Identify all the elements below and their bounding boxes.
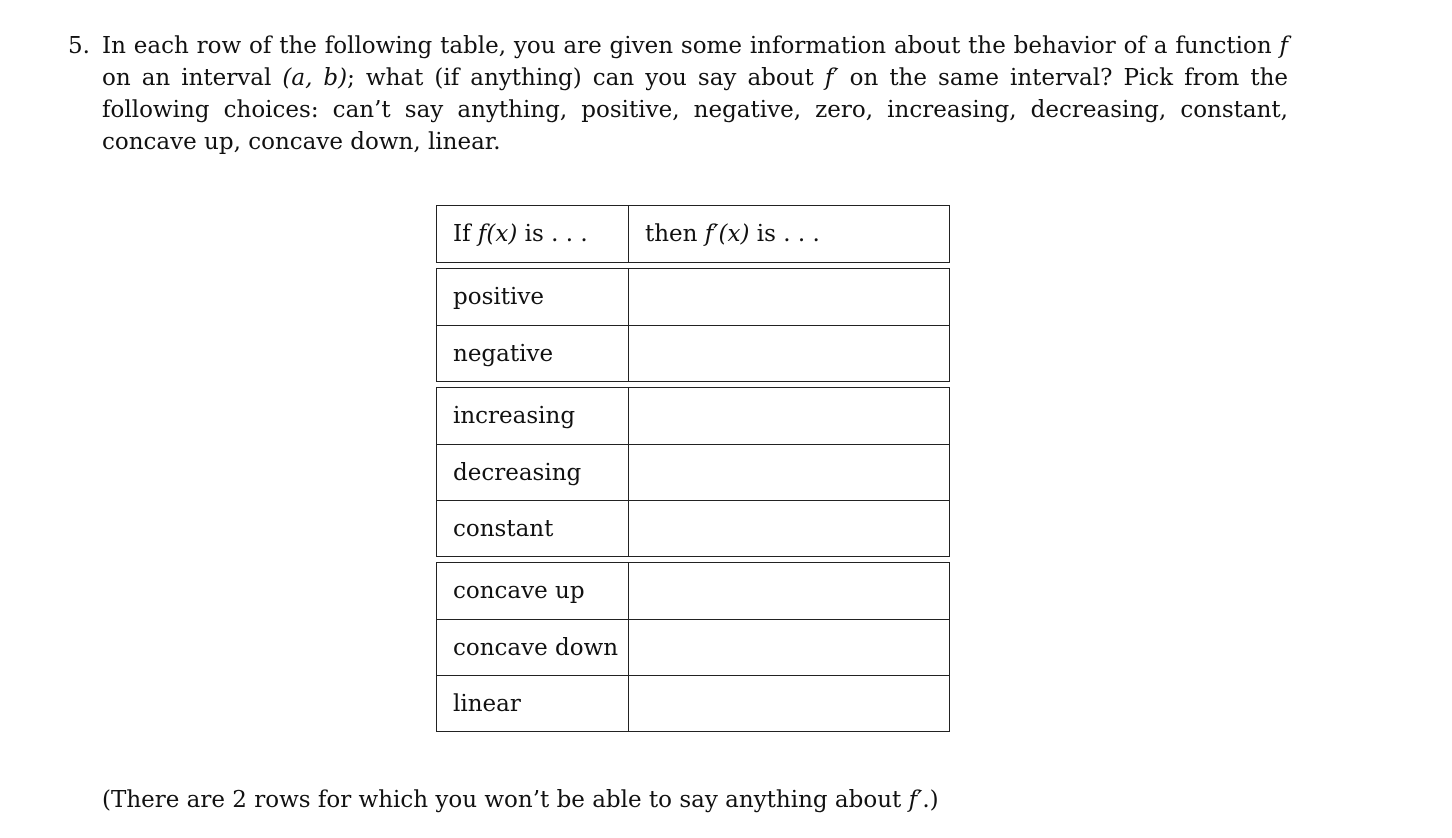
table-row bbox=[437, 325, 949, 381]
row-condition: positive bbox=[437, 269, 629, 325]
row-condition: concave down bbox=[437, 620, 629, 675]
header-right-cell bbox=[629, 206, 949, 262]
table-header-group bbox=[436, 205, 950, 263]
footnote-text-part-1: (There are 2 rows for which you won’t be able to say anything about bbox=[102, 787, 909, 813]
row-condition: constant bbox=[437, 501, 629, 556]
problem-number: 5. bbox=[68, 33, 90, 59]
header-left-cell bbox=[437, 206, 629, 262]
row-condition: negative bbox=[437, 326, 629, 381]
row-answer-blank[interactable] bbox=[629, 676, 949, 731]
table-row bbox=[437, 269, 949, 325]
table-row bbox=[437, 675, 949, 731]
header-right-math: f′(x) bbox=[704, 221, 750, 247]
row-condition: linear bbox=[437, 676, 629, 731]
row-condition: decreasing bbox=[437, 445, 629, 500]
problem-statement bbox=[68, 30, 1288, 158]
row-answer-blank[interactable] bbox=[629, 445, 949, 500]
row-answer-blank[interactable] bbox=[629, 269, 949, 325]
function-f: f bbox=[1279, 33, 1289, 59]
table-row bbox=[437, 619, 949, 675]
row-answer-blank[interactable] bbox=[629, 326, 949, 381]
header-left-suffix: is . . . bbox=[524, 221, 588, 247]
function-f-prime: f′ bbox=[824, 65, 839, 91]
row-answer-blank[interactable] bbox=[629, 388, 949, 444]
row-answer-blank[interactable] bbox=[629, 563, 949, 619]
footnote-f-prime: f′ bbox=[908, 787, 923, 813]
problem-text-part-1: In each row of the following table, you are given some information about the behavior of a function bbox=[102, 33, 1272, 59]
problem-text bbox=[102, 30, 1288, 158]
table-row bbox=[437, 444, 949, 500]
table-group-monotonic bbox=[436, 387, 950, 557]
table-header-row bbox=[437, 206, 949, 262]
table-group-concavity bbox=[436, 562, 950, 732]
row-condition: increasing bbox=[437, 388, 629, 444]
behavior-table bbox=[436, 205, 950, 737]
table-row bbox=[437, 388, 949, 444]
interval-ab: (a, b) bbox=[282, 65, 348, 91]
row-answer-blank[interactable] bbox=[629, 620, 949, 675]
problem-text-part-4: on the same interval? Pick from the following choices: can’t say anything, positive, negative, zero, increasing, decreasing, constant, concave up, concave down, linear. bbox=[102, 65, 1288, 155]
row-condition: concave up bbox=[437, 563, 629, 619]
row-answer-blank[interactable] bbox=[629, 501, 949, 556]
footnote-text-part-2: .) bbox=[922, 787, 939, 813]
header-right-suffix: is . . . bbox=[756, 221, 820, 247]
header-left-math: f(x) bbox=[477, 221, 518, 247]
problem-text-part-3: ; what (if anything) can you say about bbox=[347, 65, 825, 91]
table-row bbox=[437, 563, 949, 619]
header-left-prefix: If bbox=[453, 221, 471, 247]
footnote bbox=[102, 784, 939, 816]
header-right-prefix: then bbox=[645, 221, 698, 247]
table-group-sign bbox=[436, 268, 950, 382]
table-row bbox=[437, 500, 949, 556]
problem-text-part-2: on an interval bbox=[102, 65, 283, 91]
